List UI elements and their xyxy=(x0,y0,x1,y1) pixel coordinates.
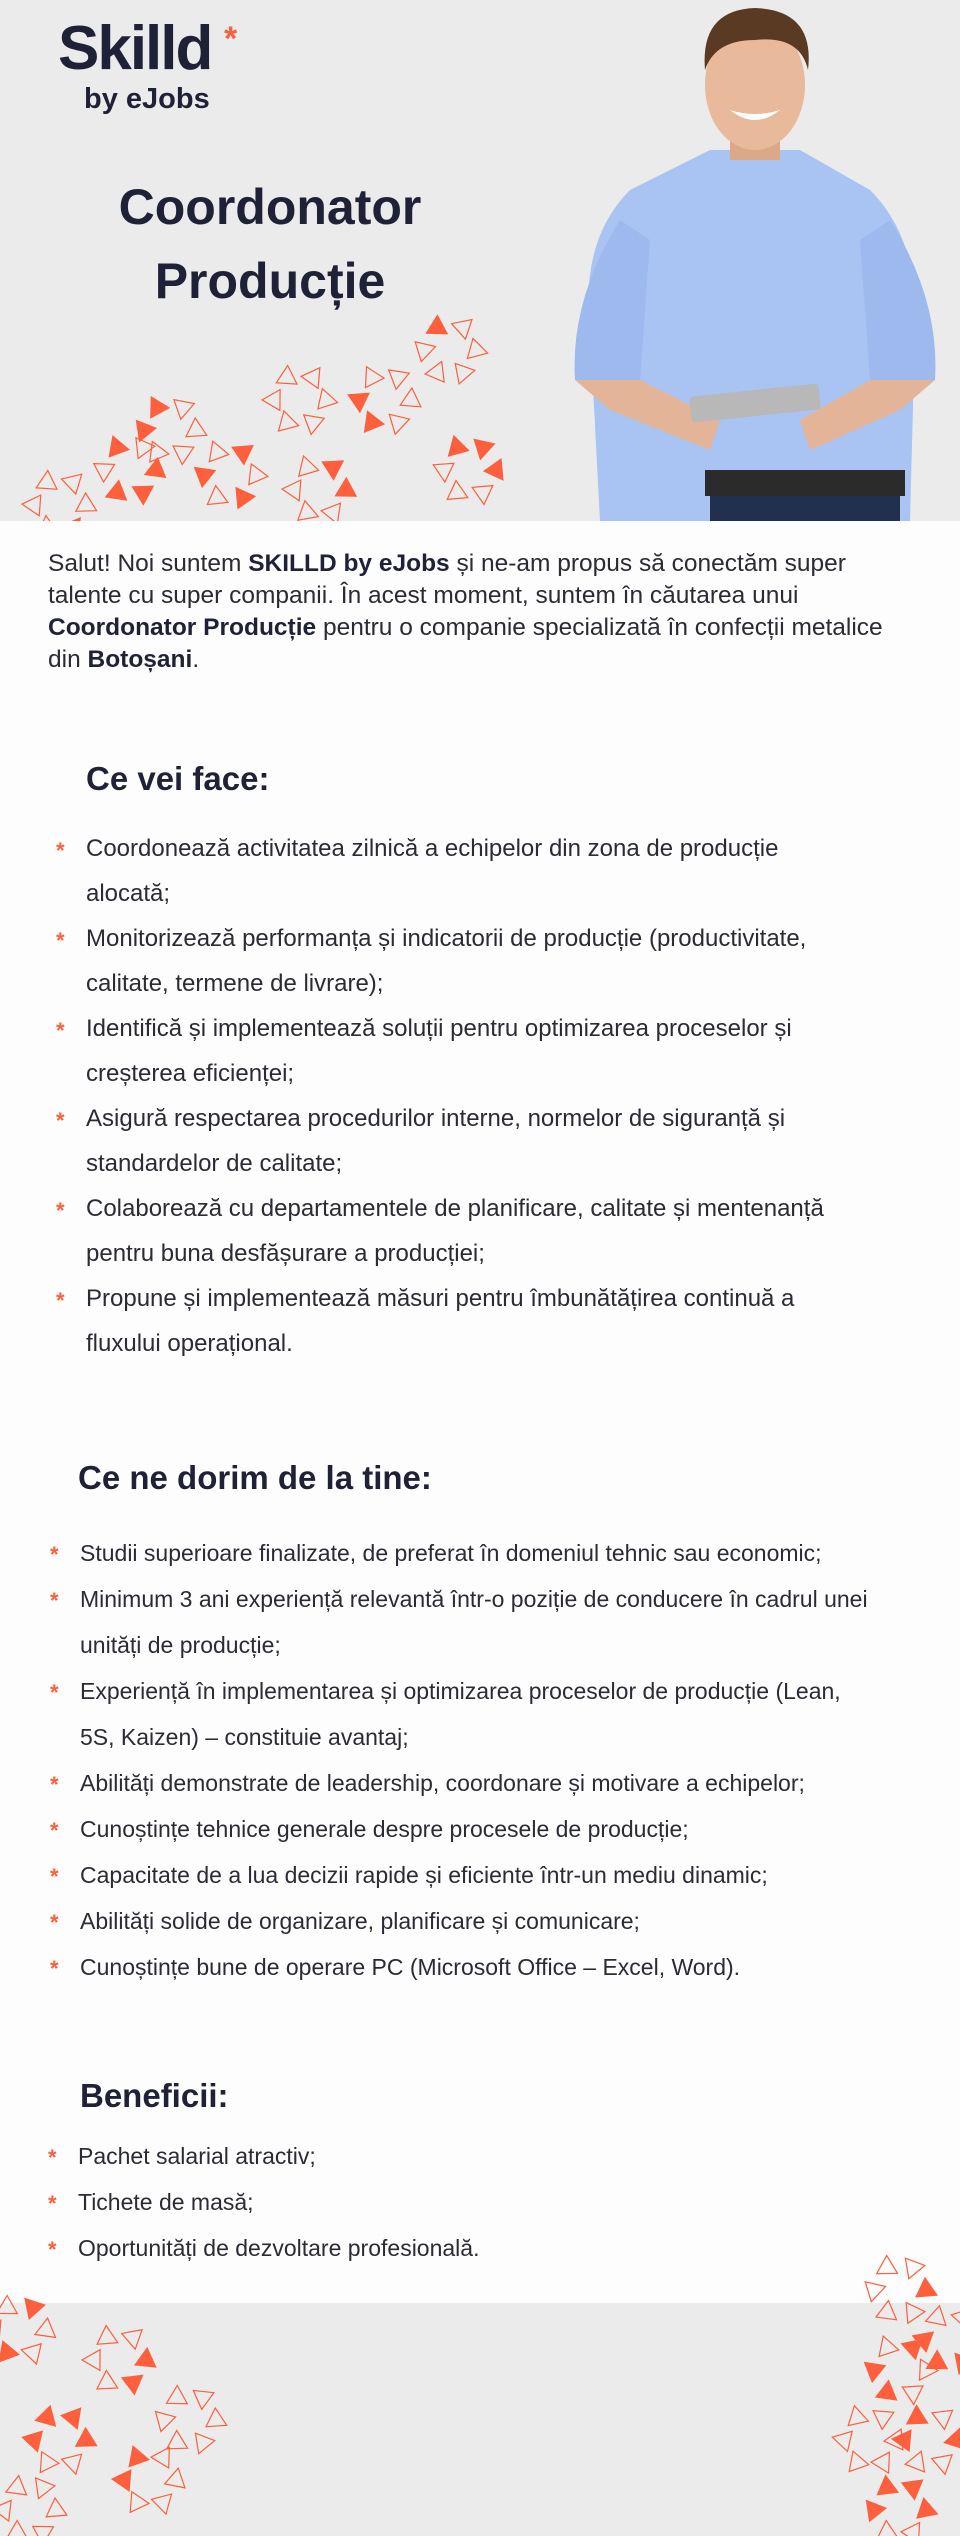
intro-text: și ne-am propus să conectăm super talente cu super companii. În acest moment, suntem în căutarea unui xyxy=(48,550,846,609)
intro-paragraph xyxy=(48,548,908,676)
triangle-shape xyxy=(365,411,384,432)
list-item-text: Colaborează cu departamentele de planificare, calitate și mentenanță pentru buna desfășurare a producției; xyxy=(86,1195,824,1267)
triangle-shape xyxy=(472,486,493,505)
list-item xyxy=(50,1944,880,1990)
triangle-shape xyxy=(400,388,421,407)
intro-location: Botoșani xyxy=(87,646,193,673)
triangle-shape xyxy=(173,446,194,465)
list-item-text: Coordonează activitatea zilnică a echipelor din zona de producție alocată; xyxy=(86,835,779,907)
list-item-text: Studii superioare finalizate, de preferat în domeniul tehnic sau economic; xyxy=(80,1540,822,1566)
asterisk-bullet-icon: * xyxy=(56,1198,65,1223)
triangle-shape xyxy=(186,418,207,437)
triangle-shape xyxy=(207,486,228,505)
list-item xyxy=(50,1898,880,1944)
triangle-shape xyxy=(137,421,156,442)
responsibilities-list xyxy=(56,826,856,1366)
list-item-text: Propune și implementează măsuri pentru îmbunătățirea continuă a fluxului operațional. xyxy=(86,1285,795,1357)
list-item-text: Experiență în implementarea și optimizarea proceselor de producție (Lean, 5S, Kaizen) – constituie avantaj; xyxy=(80,1678,841,1750)
list-item-text: Abilități demonstrate de leadership, coordonare și motivare a echipelor; xyxy=(80,1770,805,1796)
logo-wordmark: Skilld xyxy=(58,14,212,83)
asterisk-bullet-icon: * xyxy=(56,928,65,953)
triangle-shape xyxy=(318,389,338,409)
triangle-shape xyxy=(301,368,320,389)
asterisk-bullet-icon: * xyxy=(50,1818,59,1843)
company-name: SKILLD by eJobs xyxy=(248,550,450,577)
list-item xyxy=(48,2133,878,2179)
triangle-shape xyxy=(467,338,487,358)
list-item xyxy=(56,1096,856,1186)
triangle-shape xyxy=(36,471,57,490)
list-item xyxy=(56,1186,856,1276)
list-item xyxy=(56,826,856,916)
requirements-list xyxy=(50,1530,880,1990)
list-item xyxy=(50,1760,880,1806)
triangle-shape xyxy=(209,441,229,462)
footer-band xyxy=(0,2303,960,2536)
triangle-shape xyxy=(877,2256,898,2274)
logo-asterisk-icon: * xyxy=(224,20,238,58)
list-item xyxy=(48,2179,878,2225)
triangle-shape xyxy=(304,415,325,435)
triangle-shape xyxy=(415,342,435,362)
list-item-text: Capacitate de a lua decizii rapide și eficiente într-un mediu dinamic; xyxy=(80,1862,768,1888)
triangle-shape xyxy=(109,436,129,457)
triangle-shape xyxy=(474,439,494,459)
list-item-text: Monitorizează performanța și indicatorii de producție (productivitate, calitate, termene de livrare); xyxy=(86,925,807,997)
list-item-text: Asigură respectarea procedurilor interne, normelor de siguranță și standardelor de calitate; xyxy=(86,1105,786,1177)
asterisk-bullet-icon: * xyxy=(56,1288,65,1313)
section-heading-requirements: Ce ne dorim de la tine: xyxy=(78,1459,432,1496)
triangle-shape xyxy=(133,486,154,504)
triangle-shape xyxy=(145,458,166,477)
list-item xyxy=(50,1576,880,1668)
triangle-shape xyxy=(425,362,444,383)
triangle-shape xyxy=(22,495,41,516)
asterisk-bullet-icon: * xyxy=(48,2237,57,2262)
benefits-list xyxy=(48,2133,878,2271)
triangle-shape xyxy=(276,366,297,385)
triangle-shape xyxy=(366,367,385,388)
list-item-text: Abilități solide de organizare, planificare și comunicare; xyxy=(80,1908,640,1934)
asterisk-bullet-icon: * xyxy=(50,1864,59,1889)
triangle-shape xyxy=(76,493,97,511)
logo-subtitle: by eJobs xyxy=(84,83,210,115)
list-item-text: Cunoștințe tehnice generale despre procesele de producție; xyxy=(80,1816,689,1842)
asterisk-bullet-icon: * xyxy=(50,1956,59,1981)
triangle-shape xyxy=(452,320,472,340)
triangle-shape xyxy=(94,464,115,482)
intro-job-title: Coordonator Producție xyxy=(48,614,317,641)
triangle-shape xyxy=(151,397,169,418)
triangle-shape xyxy=(62,474,82,494)
triangle-shape xyxy=(298,501,319,521)
list-item-text: Oportunități de dezvoltare profesională. xyxy=(78,2235,480,2261)
triangle-shape xyxy=(37,516,58,521)
list-item xyxy=(56,1006,856,1096)
triangle-shape xyxy=(905,2258,924,2279)
intro-text: pentru o companie specializată în confecții metalice din xyxy=(48,614,883,673)
asterisk-bullet-icon: * xyxy=(50,1680,59,1705)
list-item xyxy=(50,1852,880,1898)
triangle-shape xyxy=(321,503,340,521)
triangle-shape xyxy=(336,478,357,496)
job-title-line2: Producție xyxy=(154,253,386,309)
triangle-shape xyxy=(484,459,503,480)
triangle-shape xyxy=(433,463,454,482)
triangle-shape xyxy=(389,370,410,389)
triangle-shape xyxy=(299,456,319,476)
skilld-logo xyxy=(58,14,238,115)
triangle-shape xyxy=(195,468,216,487)
list-item xyxy=(50,1668,880,1760)
section-heading-responsibilities: Ce vei face: xyxy=(86,760,270,797)
triangle-shape xyxy=(106,481,127,500)
triangle-shape xyxy=(279,411,299,431)
list-item-text: Minimum 3 ani experiență relevantă într-o poziție de conducere în cadrul unei unități de producție; xyxy=(80,1586,868,1658)
list-item-text: Tichete de masă; xyxy=(78,2189,254,2215)
triangle-shape xyxy=(322,461,343,480)
triangle-shape xyxy=(449,436,469,456)
asterisk-bullet-icon: * xyxy=(56,1108,65,1133)
asterisk-bullet-icon: * xyxy=(50,1542,59,1567)
asterisk-bullet-icon: * xyxy=(50,1772,59,1797)
asterisk-bullet-icon: * xyxy=(50,1588,59,1613)
asterisk-bullet-icon: * xyxy=(48,2145,57,2170)
intro-text: Salut! Noi suntem xyxy=(48,550,249,577)
list-item xyxy=(50,1806,880,1852)
triangle-shape xyxy=(916,2278,937,2297)
job-title-line1: Coordonator xyxy=(118,179,422,235)
triangle-shape xyxy=(249,464,268,485)
list-item-text: Pachet salarial atractiv; xyxy=(78,2143,316,2169)
asterisk-bullet-icon: * xyxy=(56,1018,65,1043)
hero-banner xyxy=(0,0,960,521)
triangle-shape xyxy=(455,363,475,384)
triangle-shape xyxy=(282,480,301,501)
asterisk-bullet-icon: * xyxy=(50,1910,59,1935)
list-item-text: Identifică și implementează soluții pentru optimizarea proceselor și creșterea eficienței; xyxy=(86,1015,792,1087)
list-item-text: Cunoștințe bune de operare PC (Microsoft Office – Excel, Word). xyxy=(80,1954,741,1980)
triangle-shape xyxy=(232,446,253,465)
triangle-shape xyxy=(389,414,409,434)
job-title xyxy=(90,170,450,318)
list-item xyxy=(50,1530,880,1576)
asterisk-bullet-icon: * xyxy=(48,2191,57,2216)
list-item xyxy=(56,916,856,1006)
triangle-shape xyxy=(61,518,80,521)
list-item xyxy=(56,1276,856,1366)
triangle-shape xyxy=(262,390,280,411)
asterisk-bullet-icon: * xyxy=(56,838,65,863)
man-with-tablet-photo xyxy=(570,0,940,521)
triangle-shape xyxy=(236,488,255,509)
triangle-shape xyxy=(426,316,447,334)
triangle-shape xyxy=(865,2282,885,2302)
triangle-shape xyxy=(447,481,468,500)
section-heading-benefits: Beneficii: xyxy=(80,2077,229,2114)
intro-text: . xyxy=(192,646,200,673)
list-item xyxy=(48,2225,878,2271)
triangle-shape xyxy=(174,400,194,420)
triangle-shape xyxy=(348,393,369,412)
